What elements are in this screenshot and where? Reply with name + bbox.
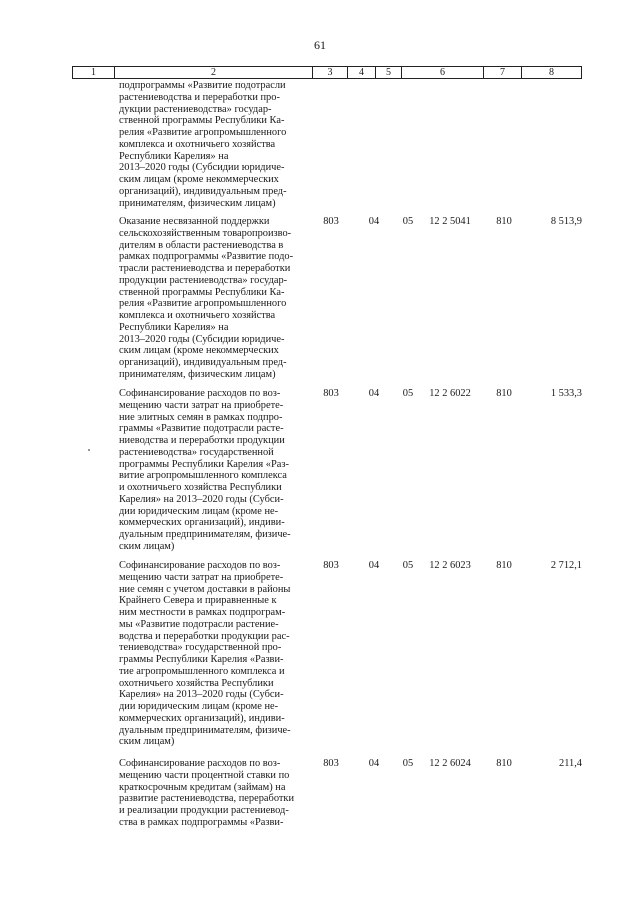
text-line: граммы «Развитие подотрасли расте- — [119, 423, 284, 435]
row-description — [119, 388, 311, 553]
table-header — [72, 66, 582, 79]
section-code: 04 — [368, 758, 380, 769]
text-line: мы «Развитие подотрасли растение- — [119, 618, 279, 630]
header-col-2: 2 — [115, 67, 313, 78]
header-col-6: 6 — [402, 67, 484, 78]
header-col-5: 5 — [376, 67, 402, 78]
text-line: программы Республики Карелия «Раз- — [119, 458, 289, 470]
text-line: релия «Развитие агропромышленного — [119, 127, 287, 138]
text-line: развитие растениеводства, переработки — [119, 793, 295, 805]
page-number: 61 — [314, 38, 326, 52]
text-line: ниеводства и переработки продукции — [119, 435, 285, 446]
text-line: дителям в области растениеводства в — [119, 239, 284, 251]
header-col-7: 7 — [484, 67, 522, 78]
subsection-code: 05 — [402, 388, 414, 399]
text-line: ства в рамках подпрограммы «Разви- — [119, 816, 284, 828]
text-line: 2013–2020 годы (Субсидии юридиче- — [119, 162, 285, 174]
text-line: мещению части затрат на приобрете- — [119, 571, 284, 583]
admin-code: 803 — [323, 758, 339, 769]
subsection-code: 05 — [402, 758, 414, 769]
row-description — [119, 758, 311, 829]
text-line: трасли растениеводства и переработки — [119, 263, 291, 274]
text-line: 2013–2020 годы (Субсидии юридиче- — [119, 333, 285, 345]
header-col-4: 4 — [348, 67, 376, 78]
subsection-code: 05 — [402, 560, 414, 571]
text-line: ственной программы Республики Ка- — [119, 286, 285, 298]
text-line: и реализации продукции растениевод- — [119, 805, 289, 816]
text-line: принимателям, физическим лицам) — [119, 197, 276, 209]
amount: 8 513,9 — [550, 216, 582, 227]
header-col-3: 3 — [313, 67, 348, 78]
subsection-code: 05 — [402, 216, 414, 227]
text-line: сельскохозяйственным товаропроизво- — [119, 227, 292, 239]
text-line: комплекса и охотничьего хозяйства — [119, 310, 276, 321]
section-code: 04 — [368, 560, 380, 571]
text-line: ственной программы Республики Ка- — [119, 115, 285, 127]
text-line: дуальным предпринимателям, физиче- — [119, 724, 291, 736]
text-line: краткосрочным кредитам (займам) на — [119, 781, 286, 793]
text-line: релия «Развитие агропромышленного — [119, 298, 287, 310]
text-line: дии юридическим лицам (кроме не- — [119, 505, 279, 517]
target-article-code: 12 2 6024 — [429, 758, 471, 769]
text-line: Софинансирование расходов по воз- — [119, 388, 281, 399]
text-line: дукции растениеводства» государ- — [119, 103, 272, 115]
text-line: Карелия» на 2013–2020 годы (Субси- — [119, 689, 284, 701]
text-line: Республики Карелия» на — [119, 150, 229, 162]
text-line: Оказание несвязанной поддержки — [119, 216, 270, 227]
text-line: Республики Карелия» на — [119, 321, 229, 333]
text-line: тие агропромышленного комплекса и — [119, 665, 285, 677]
text-line: комплекса и охотничьего хозяйства — [119, 138, 276, 150]
text-line: дуальным предпринимателям, физиче- — [119, 529, 291, 540]
text-line: ским лицам) — [119, 540, 175, 552]
header-col-8: 8 — [549, 67, 554, 78]
text-line: Крайнего Севера и приравненные к — [119, 595, 277, 607]
admin-code: 803 — [323, 560, 339, 571]
row-description — [119, 560, 311, 748]
text-line: растениеводства и переработки про- — [119, 91, 280, 103]
text-line: Карелия» на 2013–2020 годы (Субси- — [119, 493, 284, 505]
section-code: 04 — [368, 216, 380, 227]
target-article-code: 12 2 5041 — [429, 216, 471, 227]
scan-speck — [88, 449, 90, 451]
text-line: коммерческих организаций), индиви- — [119, 517, 285, 529]
expense-type-code: 810 — [496, 758, 512, 769]
admin-code: 803 — [323, 216, 339, 227]
text-line: организаций), индивидуальным пред- — [119, 357, 287, 368]
text-line: ние семян с учетом доставки в районы — [119, 583, 291, 595]
text-line: дии юридическим лицам (кроме не- — [119, 701, 279, 712]
text-line: граммы Республики Карелия «Разви- — [119, 654, 284, 665]
text-line: коммерческих организаций), индиви- — [119, 712, 285, 724]
text-line: организаций), индивидуальным пред- — [119, 185, 287, 197]
text-line: ским лицам) — [119, 736, 175, 748]
text-line: продукции растениеводства» государ- — [119, 274, 288, 286]
text-line: ским лицам (кроме некоммерческих — [119, 345, 279, 357]
section-code: 04 — [368, 388, 380, 399]
text-line: растениеводства» государственной — [119, 446, 274, 458]
admin-code: 803 — [323, 388, 339, 399]
amount: 1 533,3 — [550, 388, 582, 399]
target-article-code: 12 2 6023 — [429, 560, 471, 571]
text-line: ние элитных семян в рамках подпро- — [119, 411, 283, 423]
text-line: ским лицам (кроме некоммерческих — [119, 174, 279, 185]
text-line: мещению части процентной ставки по — [119, 769, 290, 781]
text-line: мещению части затрат на приобрете- — [119, 399, 284, 411]
text-line: Софинансирование расходов по воз- — [119, 560, 281, 571]
amount: 211,4 — [559, 758, 582, 769]
text-line: витие агропромышленного комплекса — [119, 470, 287, 482]
amount: 2 712,1 — [550, 560, 582, 571]
text-line: и охотничьего хозяйства Республики — [119, 482, 282, 493]
text-line: охотничьего хозяйства Республики — [119, 677, 274, 689]
text-line: ним местности в рамках подпрограм- — [119, 607, 286, 618]
expense-type-code: 810 — [496, 560, 512, 571]
expense-type-code: 810 — [496, 388, 512, 399]
text-line: тениеводства» государственной про- — [119, 642, 282, 654]
continuation-text — [119, 80, 311, 209]
text-line: подпрограммы «Развитие подотрасли — [119, 80, 286, 91]
text-line: водства и переработки продукции рас- — [119, 630, 290, 642]
row-description — [119, 216, 311, 381]
text-line: рамках подпрограммы «Развитие подо- — [119, 251, 294, 263]
expense-type-code: 810 — [496, 216, 512, 227]
header-col-1: 1 — [73, 67, 115, 78]
text-line: Софинансирование расходов по воз- — [119, 758, 281, 769]
target-article-code: 12 2 6022 — [429, 388, 471, 399]
text-line: принимателям, физическим лицам) — [119, 368, 276, 380]
